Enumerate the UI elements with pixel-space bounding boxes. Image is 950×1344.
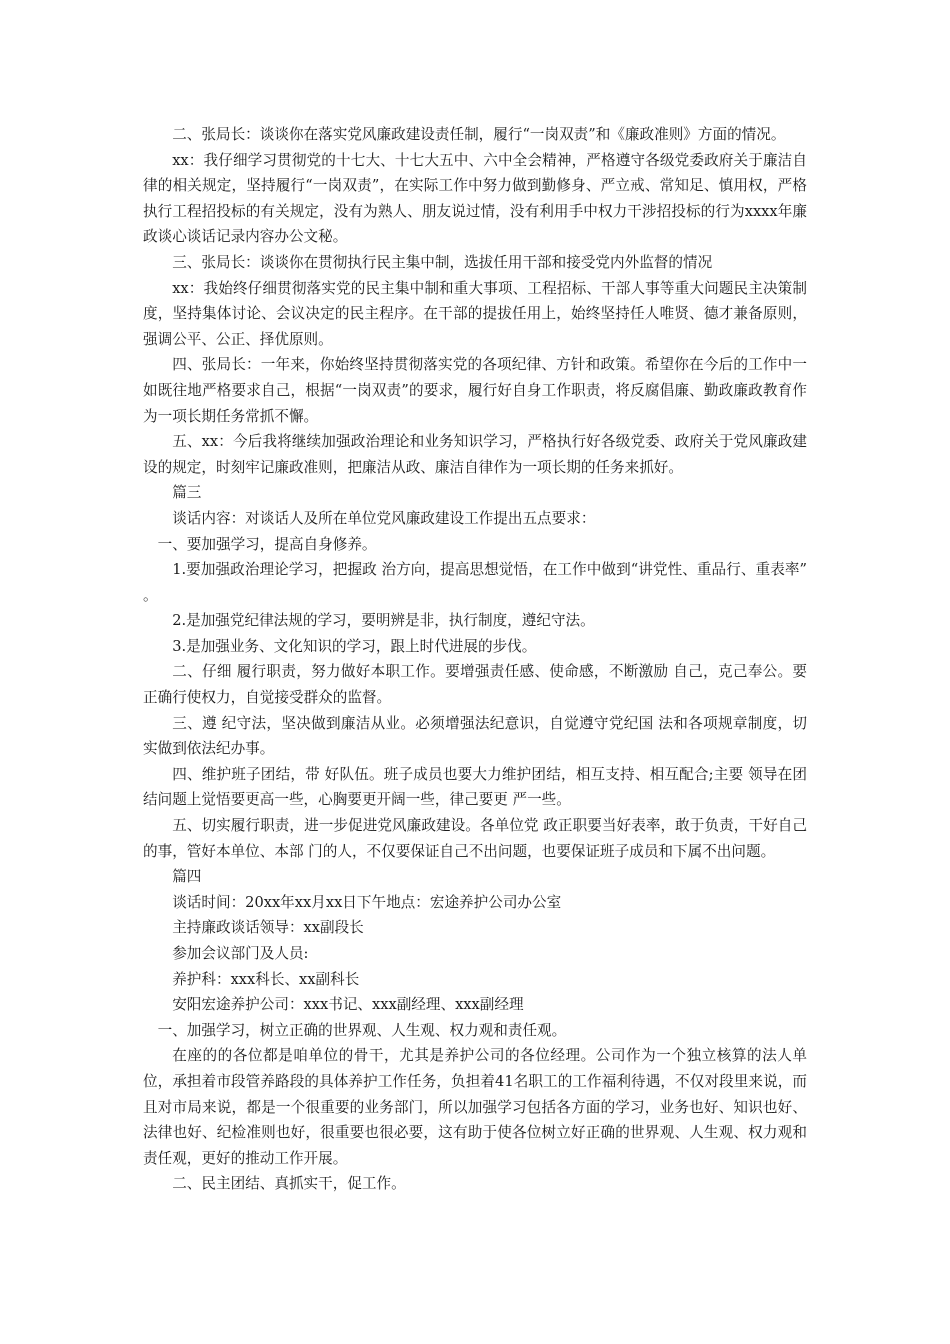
paragraph: 五、切实履行职责，进一步促进党风廉政建设。各单位党 政正职要当好表率，敢于负责，干好自己的事，管好本单位、本部 门的人，不仅要保证自己不出问题，也要保证班子成员和下属不出问题。 bbox=[143, 817, 807, 860]
paragraph: 一、加强学习，树立正确的世界观、人生观、权力观和责任观。 bbox=[157, 1021, 567, 1039]
paragraph: 养护科：xxx科长、xx副科长 bbox=[172, 970, 360, 988]
paragraph: 主持廉政谈话领导：xx副段长 bbox=[172, 919, 364, 937]
paragraph: 安阳宏途养护公司：xxx书记、xxx副经理、xxx副经理 bbox=[172, 996, 524, 1014]
paragraph: 三、张局长：谈谈你在贯彻执行民主集中制，选拔任用干部和接受党内外监督的情况 bbox=[172, 253, 713, 271]
paragraph: 三、遵 纪守法，坚决做到廉洁从业。必须增强法纪意识，自觉遵守党纪国 法和各项规章制度，切实做到依法纪办事。 bbox=[143, 714, 807, 758]
paragraph: xx：我始终仔细贯彻落实党的民主集中制和重大事项、工程招标、干部人事等重大问题民主决策制度，坚持集体讨论、会议决定的民主程序。在干部的提拔任用上，始终坚持任人唯贤、德才兼备原则，强调公平、公正、择优原则。 bbox=[143, 279, 807, 348]
paragraph: 在座的的各位都是咱单位的骨干，尤其是养护公司的各位经理。公司作为一个独立核算的法人单位，承担着市段管养路段的具体养护工作任务，负担着41名职工的工作福利待遇，不仅对段里来说，而且对市局来说，都是一个很重要的业务部门，所以加强学习包括各方面的学习，业务也好、知识也好、法律也好、纪检准则也好，很重要也很必要，这有助于使各位树立好正确的世界观、人生观、权力观和责任观，更好的推动工作开展。 bbox=[143, 1047, 807, 1167]
paragraph: 四、维护班子团结，带 好队伍。班子成员也要大力维护团结，相互支持、相互配合;主要 领导在团结问题上觉悟要更高一些，心胸要更开阔一些，律己要更 严一些。 bbox=[143, 765, 807, 809]
section-heading: 篇四 bbox=[172, 868, 202, 886]
paragraph: 一、要加强学习，提高自身修养。 bbox=[157, 535, 377, 553]
paragraph: 谈话时间：20xx年xx月xx日下午地点：宏途养护公司办公室 bbox=[172, 893, 562, 911]
document-body bbox=[143, 122, 807, 1197]
paragraph: 2.是加强党纪律法规的学习，要明辨是非，执行制度，遵纪守法。 bbox=[172, 612, 595, 630]
section-heading: 篇三 bbox=[172, 484, 202, 502]
paragraph: 五、xx：今后我将继续加强政治理论和业务知识学习，严格执行好各级党委、政府关于党风廉政建设的规定，时刻牢记廉政准则，把廉洁从政、廉洁自律作为一项长期的任务来抓好。 bbox=[143, 433, 807, 476]
paragraph: 二、张局长：谈谈你在落实党风廉政建设责任制，履行“一岗双责”和《廉政准则》方面的情况。 bbox=[172, 126, 786, 143]
paragraph: 二、仔细 履行职责，努力做好本职工作。要增强责任感、使命感，不断激励 自己，克己奉公。要正确行使权力，自觉接受群众的监督。 bbox=[143, 663, 807, 707]
paragraph: 1.要加强政治理论学习，把握政 治方向，提高思想觉悟，在工作中做到“讲党性、重品行、重表率” 。 bbox=[143, 561, 807, 604]
paragraph: 参加会议部门及人员: bbox=[172, 945, 309, 962]
paragraph: xx：我仔细学习贯彻党的十七大、十七大五中、六中全会精神，严格遵守各级党委政府关于廉洁自律的相关规定，坚持履行“一岗双责”，在实际工作中努力做到勤修身、严立戒、常知足、慎用权，严格执行工程招投标的有关规定，没有为熟人、朋友说过情，没有利用手中权力干涉招投标的行为xxxx年廉政谈心谈话记录内容办公文秘。 bbox=[143, 151, 807, 246]
paragraph: 四、张局长：一年来，你始终坚持贯彻落实党的各项纪律、方针和政策。希望你在今后的工作中一如既往地严格要求自己，根据“一岗双责”的要求，履行好自身工作职责，将反腐倡廉、勤政廉政教育作为一项长期任务常抓不懈。 bbox=[143, 356, 807, 425]
paragraph: 3.是加强业务、文化知识的学习，跟上时代进展的步伐。 bbox=[172, 637, 537, 655]
paragraph: 二、民主团结、真抓实干，促工作。 bbox=[172, 1175, 406, 1193]
paragraph: 谈话内容：对谈话人及所在单位党风廉政建设工作提出五点要求： bbox=[172, 509, 596, 527]
